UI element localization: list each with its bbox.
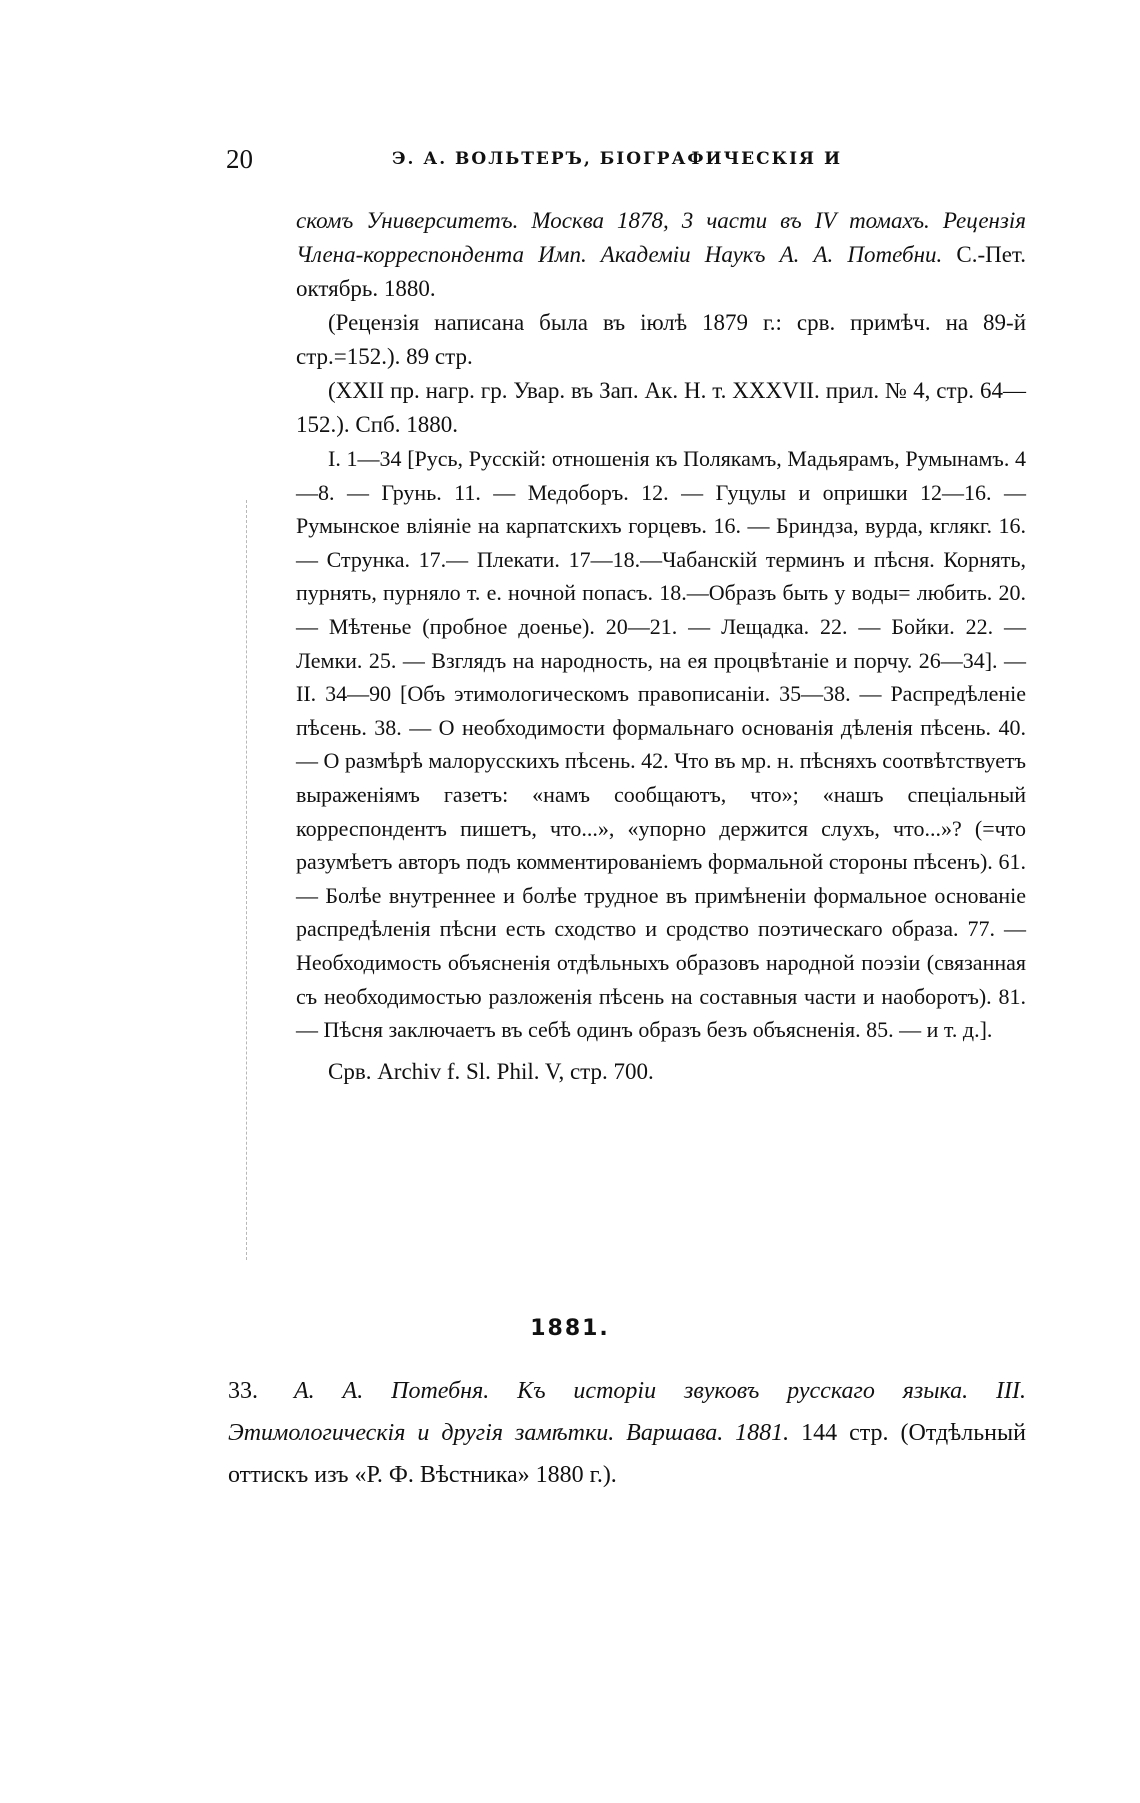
title-tail: С.-Пет. октябрь. 1880. xyxy=(296,242,1026,301)
entry-title-italic: А. А. Потебня. Къ исторіи звуковъ русскаго языка. III. Этимологическія и другія замѣтки. Варшава. 1881. xyxy=(228,1378,1026,1446)
running-head: Э. А. ВОЛЬТЕРЪ, БІОГРАФИЧЕСКІЯ И xyxy=(392,149,843,169)
entry-33 xyxy=(228,1370,1026,1496)
entry-continuation xyxy=(296,204,1026,1089)
source-note: (XXII пр. нагр. гр. Увар. въ Зап. Ак. Н. т. XXXVII. прил. № 4, стр. 64—152.). Спб. 1880. xyxy=(296,378,1026,437)
margin-marks xyxy=(246,500,253,1260)
review-note: (Рецензія написана была въ іюлѣ 1879 г.: срв. примѣч. на 89-й стр.=152.). 89 стр. xyxy=(296,310,1026,369)
page-number: 20 xyxy=(226,144,253,174)
entry-number: 33. xyxy=(228,1378,258,1404)
entry-tail: 144 стр. (Отдѣльный оттискъ изъ «Р. Ф. Вѣстника» 1880 г.). xyxy=(228,1420,1026,1488)
contents-summary: I. 1—34 [Русь, Русскій: отношенія къ Полякамъ, Мадьярамъ, Румынамъ. 4—8. — Грунь. 11. — Медоборъ. 12. — Гуцулы и опришки 12—16. — Румынское вліяніе на карпатскихъ горцевъ. 16. — Бриндза, вурда, кглякг. 16. — Струнка. 17.— Плекати. 17—18.—Чабанскій терминъ и пѣсня. Корнять, пурнять, пурняло т. е. ночной попасъ. 18.—Образъ быть у воды= любить. 20. — Мѣтенье (пробное доенье). 20—21. — Лещадка. 22. — Бойки. 22. — Лемки. 25. — Взглядъ на народность, на ея процвѣтаніе и порчу. 26—34]. — II. 34—90 [Объ этимологическомъ правописаніи. 35—38. — Распредѣленіе пѣсень. 38. — О необходимости формальнаго основанія дѣленія пѣсень. 40. — О размѣрѣ малорусскихъ пѣсень. 42. Что въ мр. н. пѣсняхъ соотвѣтствуетъ выраженіямъ газетъ: «намъ сообщаютъ, что»; «нашъ спеціальный корреспондентъ пишетъ, что...», «упорно держится слухъ, что...»? (=что разумѣетъ авторъ подъ комментированіемъ формальной стороны пѣсенъ). 61. — Болѣе внутреннее и болѣе трудное въ примѣненіи формальное основаніе распредѣленія пѣсни есть сходство и сродство поэтическаго образа. 77. — Необходимость объясненія отдѣльныхъ образовъ народной поэзіи (связанная съ необходимостью разложенія пѣсень на составныя части и наоборотъ). 81. — Пѣсня заключаетъ въ себѣ одинъ образъ безъ объясненія. 85. — и т. д.]. xyxy=(296,446,1026,1043)
year-heading: 1881. xyxy=(530,1316,610,1341)
title-paragraph xyxy=(296,204,1026,306)
compare-reference: Срв. Archiv f. Sl. Phil. V, стр. 700. xyxy=(328,1058,654,1084)
title-italic: скомъ Университетъ. Москва 1878, 3 части въ IV томахъ. Рецензія Члена-корреспондента Имп. Академіи Наукъ А. А. Потебни. xyxy=(296,208,1026,267)
